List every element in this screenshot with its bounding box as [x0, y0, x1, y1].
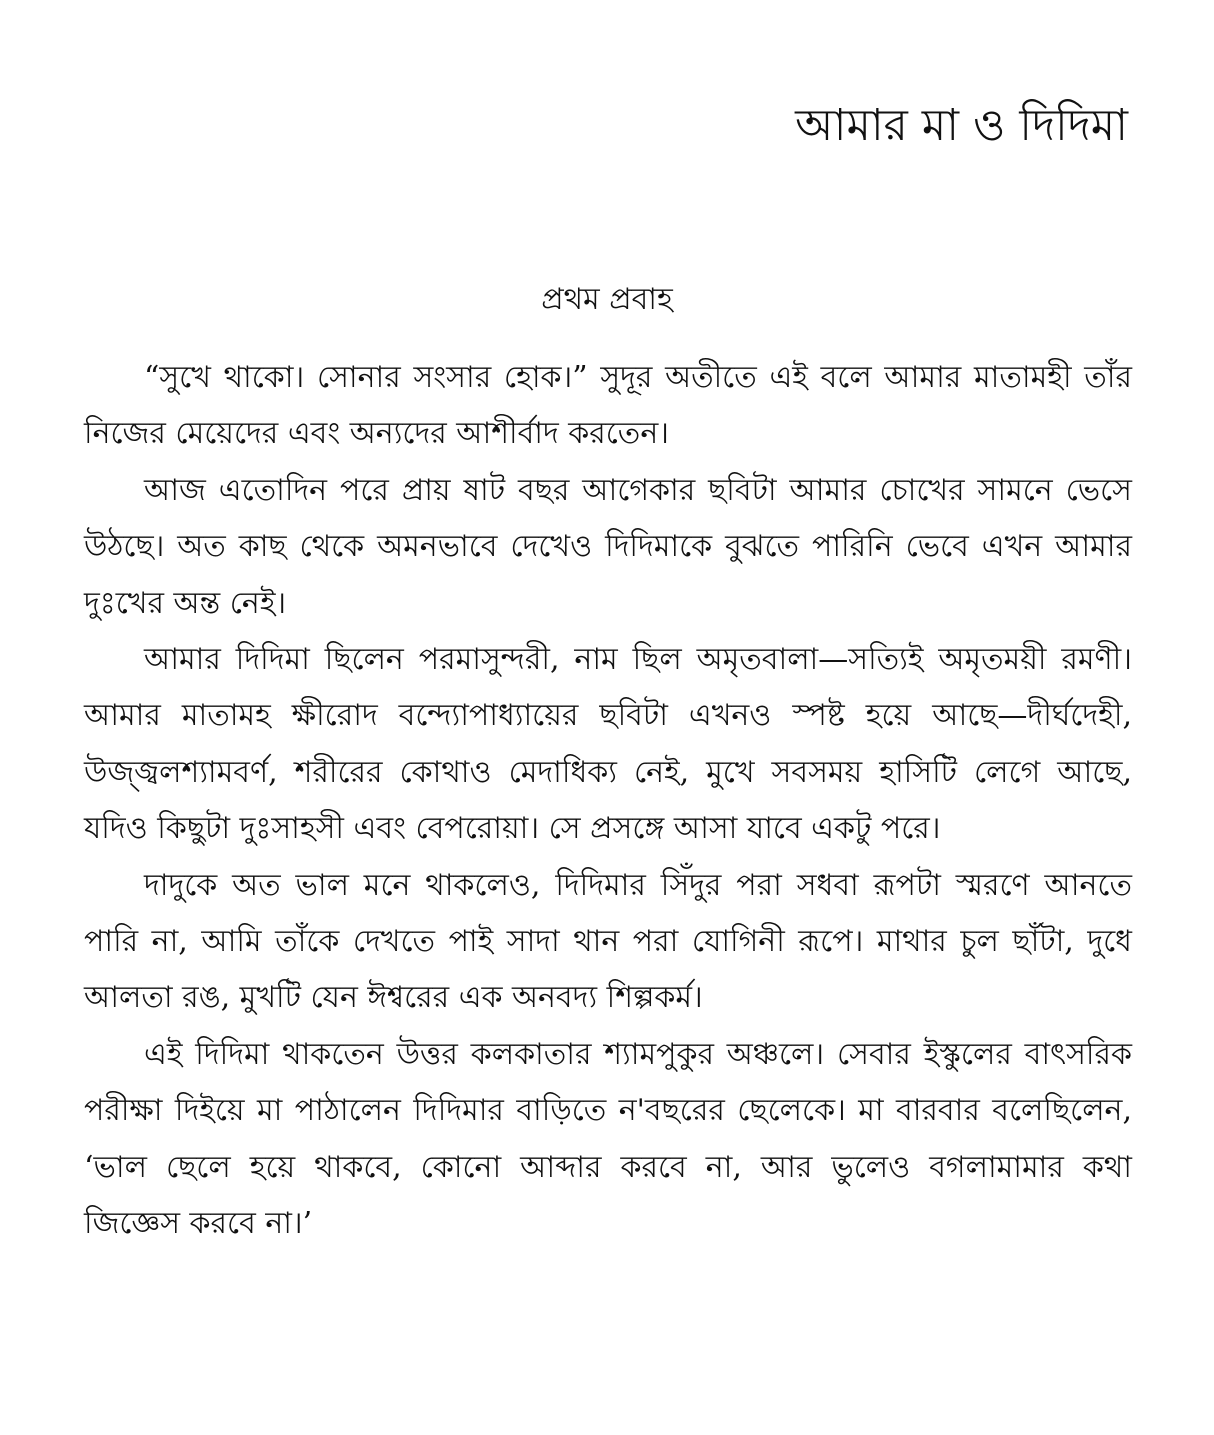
- paragraph-3: আমার দিদিমা ছিলেন পরমাসুন্দরী, নাম ছিল অমৃতবালা—সত্যিই অমৃতময়ী রমণী। আমার মাতামহ ক্ষীরোদ বন্দ্যোপাধ্যায়ের ছবিটা এখনও স্পষ্ট হয়ে আছে—দীর্ঘদেহী, উজ্জ্বলশ্যামবর্ণ, শরীরের কোথাও মেদাধিক্য নেই, মুখে সবসময় হাসিটি লেগে আছে, যদিও কিছুটা দুঃসাহসী এবং বেপরোয়া। সে প্রসঙ্গে আসা যাবে একটু পরে।: [84, 642, 1132, 847]
- paragraph-5: এই দিদিমা থাকতেন উত্তর কলকাতার শ্যামপুকুর অঞ্চলে। সেবার ইস্কুলের বাৎসরিক পরীক্ষা দিইয়ে মা পাঠালেন দিদিমার বাড়িতে ন'বছরের ছেলেকে। মা বারবার বলেছিলেন, ‘ভাল ছেলে হয়ে থাকবে, কোনো আব্দার করবে না, আর ভুলেও বগলামামার কথা জিজ্ঞেস করবে না।’: [84, 1036, 1132, 1242]
- paragraph-4: দাদুকে অত ভাল মনে থাকলেও, দিদিমার সিঁদুর পরা সধবা রূপটা স্মরণে আনতে পারি না, আমি তাঁকে দেখতে পাই সাদা থান পরা যোগিনী রূপে। মাথার চুল ছাঁটা, দুধে আলতা রঙ, মুখটি যেন ঈশ্বরের এক অনবদ্য শিল্পকর্ম।: [84, 867, 1132, 1016]
- chapter-title: আমার মা ও দিদিমা: [795, 100, 1128, 151]
- body-text: [84, 350, 1132, 1253]
- paragraph-1: “সুখে থাকো। সোনার সংসার হোক।” সুদূর অতীতে এই বলে আমার মাতামহী তাঁর নিজের মেয়েদের এবং অন্যদের আশীর্বাদ করতেন।: [84, 360, 1132, 452]
- paragraph-2: আজ এতোদিন পরে প্রায় ষাট বছর আগেকার ছবিটা আমার চোখের সামনে ভেসে উঠছে। অত কাছ থেকে অমনভাবে দেখেও দিদিমাকে বুঝতে পারিনি ভেবে এখন আমার দুঃখের অন্ত নেই।: [84, 472, 1132, 621]
- section-heading: প্রথম প্রবাহ: [541, 282, 673, 317]
